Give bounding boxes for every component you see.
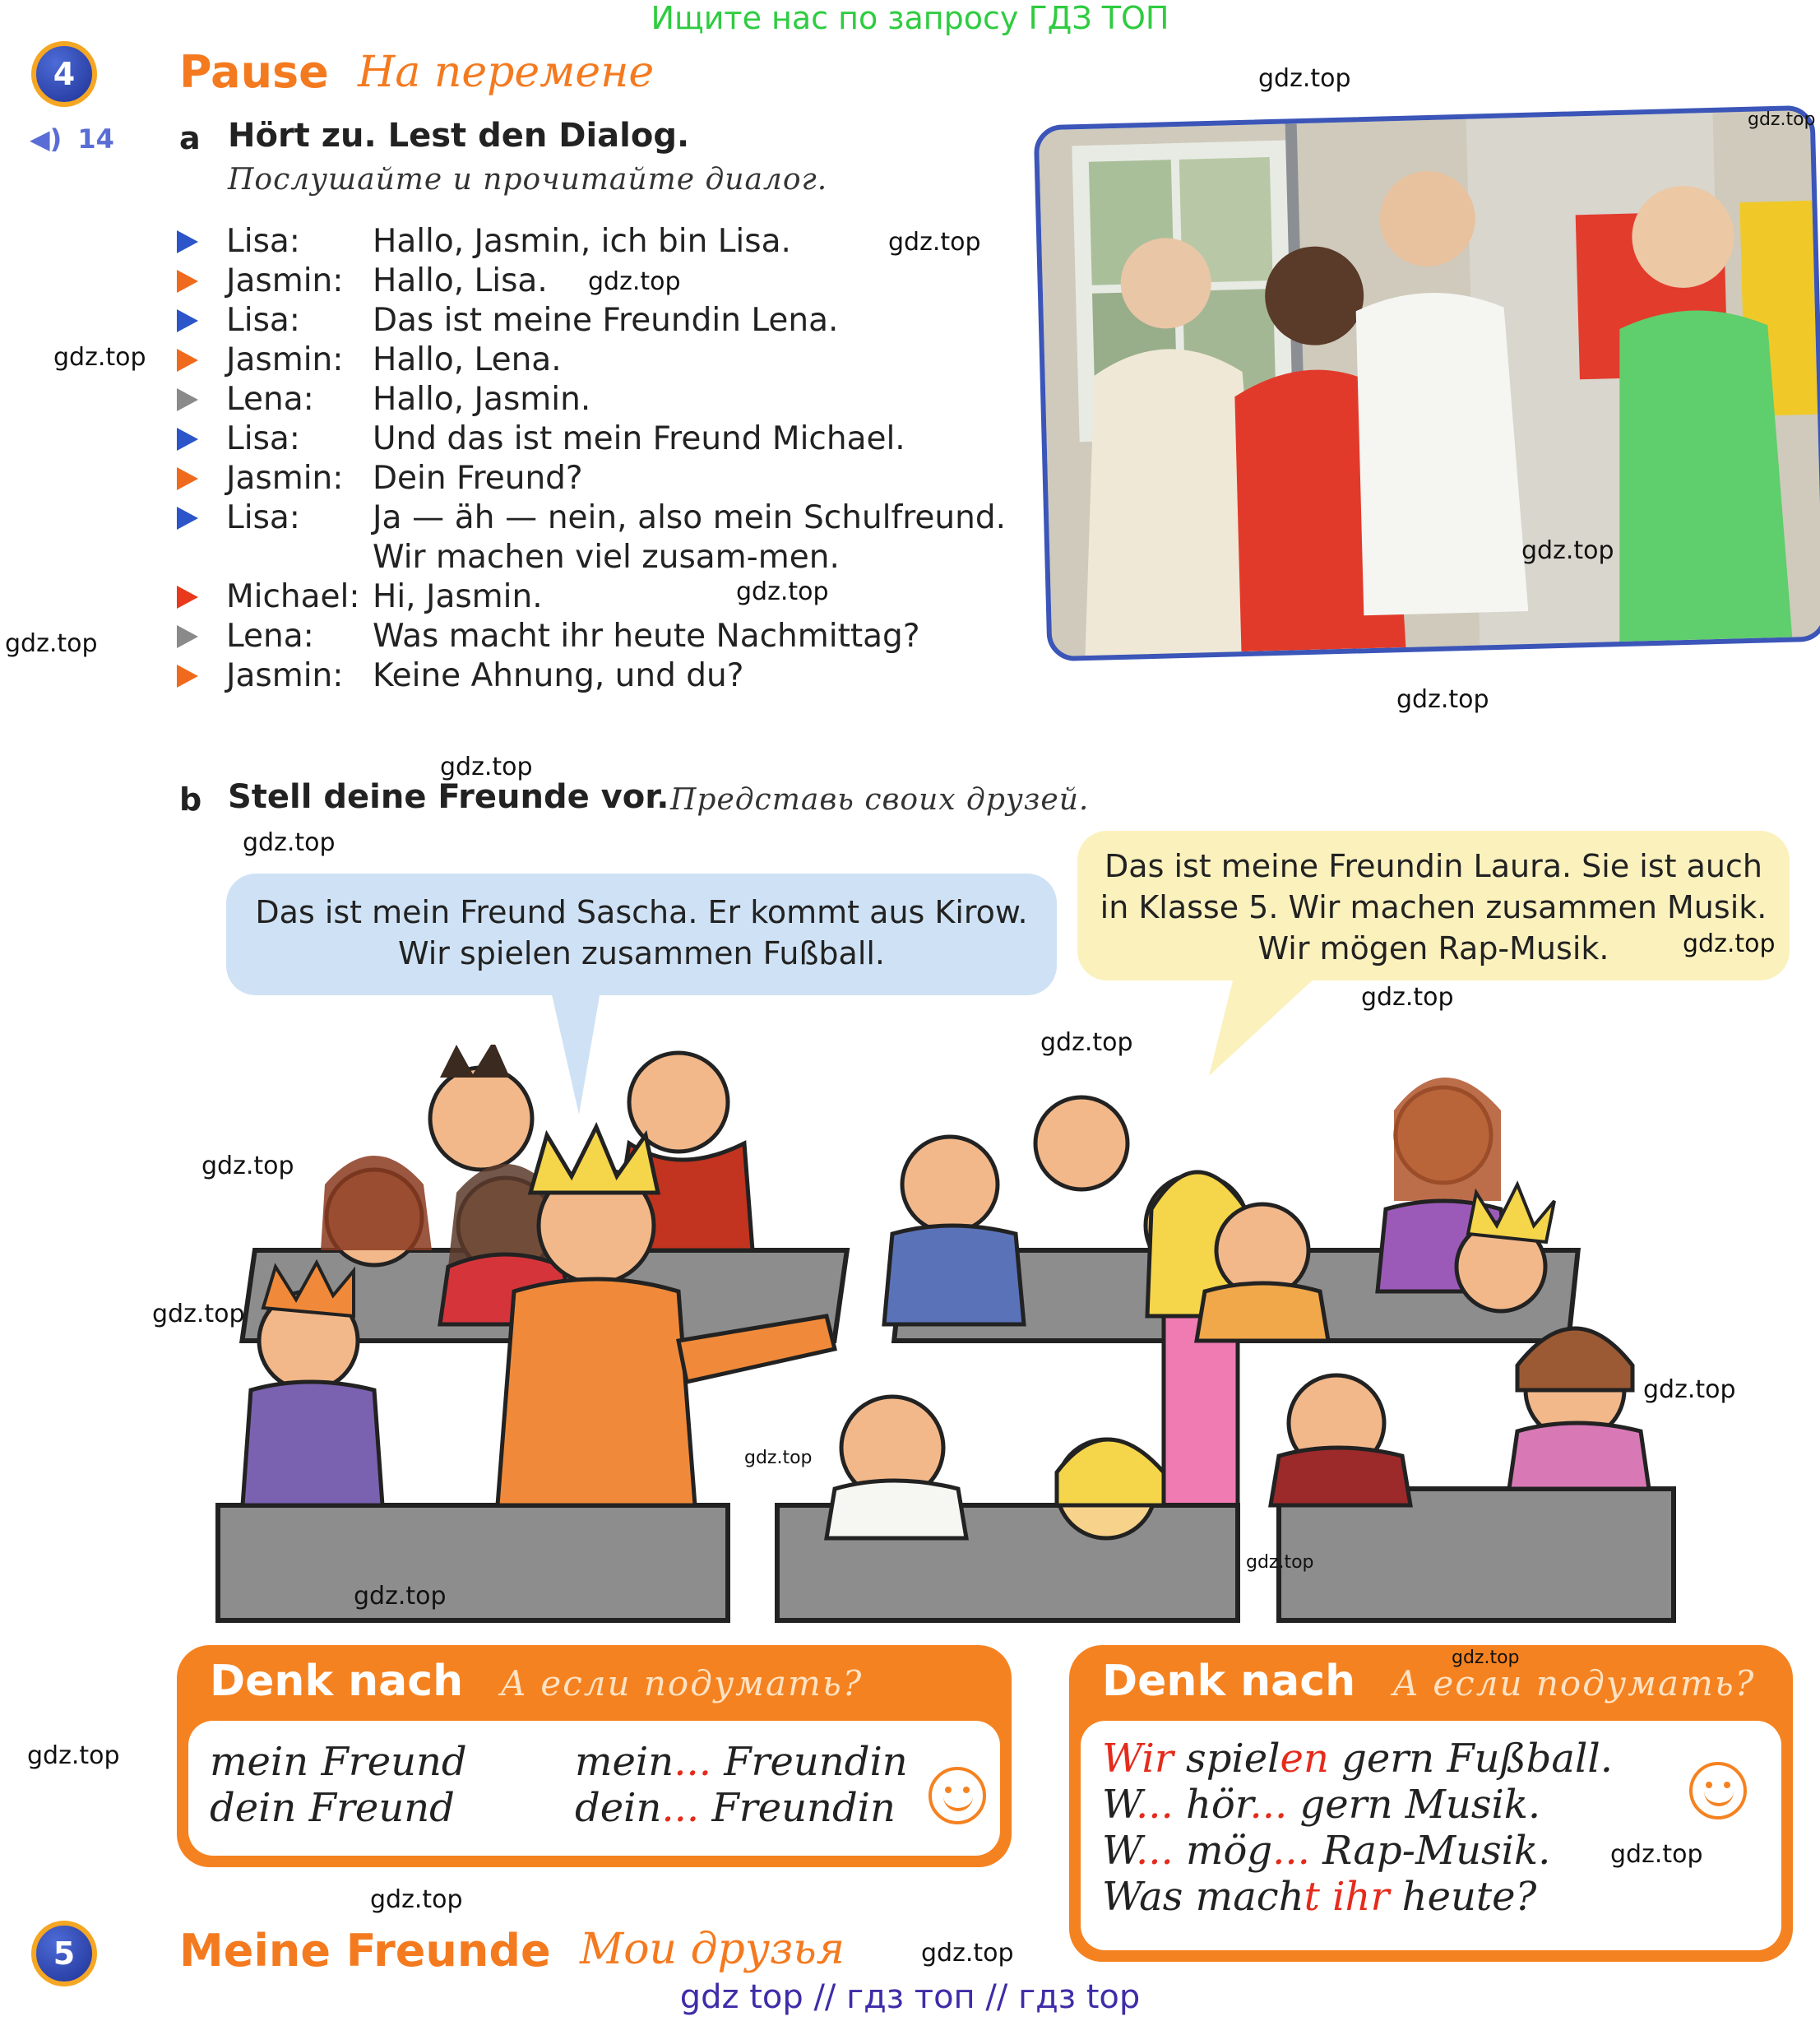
grammar-example: Wir spielen gern Fußball. — [1102, 1736, 1613, 1782]
top-banner: Ищите нас по запросу ГДЗ ТОП — [651, 0, 1169, 36]
watermark: gdz.top — [370, 1885, 463, 1914]
grammar-box-subtitle: А если подумать? — [1392, 1663, 1756, 1703]
photo-illustration — [1039, 110, 1820, 656]
watermark: gdz.top — [888, 228, 981, 257]
speaker-marker-icon — [177, 507, 198, 530]
dialogue-line — [177, 617, 1016, 656]
speaker-name: Lisa: — [226, 420, 300, 457]
watermark: gdz.top — [1748, 109, 1816, 130]
task-b-letter: b — [179, 781, 202, 818]
watermark: gdz.top — [1040, 1028, 1133, 1057]
dialogue-line — [177, 341, 1016, 380]
grammar-box-title: Denk nach — [1102, 1657, 1356, 1706]
watermark: gdz.top — [440, 753, 533, 781]
utterance: Hallo, Lena. — [373, 341, 562, 378]
watermark: gdz.top — [201, 1152, 294, 1180]
watermark: gdz.top — [243, 828, 336, 857]
watermark: gdz.top — [1396, 685, 1489, 714]
speaker-name: Lena: — [226, 381, 314, 418]
bubble-line: Das ist mein Freund Sascha. Er kommt aus Kirow. — [255, 894, 1028, 930]
utterance: Hi, Jasmin. — [373, 578, 543, 615]
speaker-marker-icon — [177, 665, 198, 688]
dialogue-line — [177, 577, 1016, 617]
smiley-icon — [929, 1767, 986, 1824]
utterance: Dein Freund? — [373, 460, 583, 497]
speaker-marker-icon — [177, 270, 198, 293]
dialogue-line — [177, 459, 1016, 498]
speaker-icon: ◀) — [30, 123, 63, 155]
bubble-line: Wir mögen Rap-Musik. — [1257, 930, 1609, 966]
speaker-marker-icon — [177, 349, 198, 372]
bubble-line: Wir spielen zusammen Fußball. — [397, 935, 886, 971]
watermark: gdz.top — [921, 1939, 1014, 1968]
grammar-col-feminine — [575, 1739, 908, 1831]
speaker-marker-icon — [177, 388, 198, 411]
watermark: gdz.top — [1361, 983, 1454, 1012]
students-photo — [1034, 105, 1820, 662]
grammar-example: Was macht ihr heute? — [1102, 1874, 1537, 1920]
watermark: gdz.top — [736, 577, 829, 606]
bubble-line: Das ist meine Freundin Laura. Sie ist auch — [1105, 848, 1762, 884]
audio-indicator — [30, 123, 114, 155]
section-title-ru: Мои друзья — [580, 1925, 845, 1974]
grammar-example: dein Freund — [210, 1785, 455, 1831]
section-title-de: Meine Freunde — [179, 1925, 551, 1977]
grammar-col-masculine — [210, 1739, 467, 1831]
watermark: gdz.top — [744, 1448, 813, 1468]
section-title-ru: На перемене — [358, 48, 655, 97]
section-number-badge: 5 — [31, 1921, 97, 1986]
utterance: Keine Ahnung, und du? — [373, 657, 744, 694]
speaker-marker-icon — [177, 586, 198, 609]
grammar-example: mein Freund — [210, 1739, 467, 1785]
speaker-name: Lisa: — [226, 499, 300, 536]
utterance: Hallo, Lisa. — [373, 262, 548, 299]
speaker-name: Michael: — [226, 578, 360, 615]
watermark: gdz.top — [1452, 1648, 1520, 1668]
utterance: Hallo, Jasmin, ich bin Lisa. — [373, 223, 791, 260]
dialogue-line — [177, 380, 1016, 419]
watermark: gdz.top — [1610, 1840, 1703, 1869]
speaker-marker-icon — [177, 309, 198, 332]
dialogue-line — [177, 419, 1016, 459]
grammar-example: dein... Freundin — [575, 1785, 896, 1831]
watermark: gdz.top — [5, 629, 98, 658]
dialogue-line — [177, 656, 1016, 696]
task-a-instruction-de: Hört zu. Lest den Dialog. — [228, 117, 690, 155]
dialogue-line — [177, 301, 1016, 341]
watermark: gdz.top — [354, 1582, 447, 1611]
speaker-marker-icon — [177, 230, 198, 253]
speaker-name: Jasmin: — [226, 341, 344, 378]
grammar-box-subtitle: А если подумать? — [500, 1663, 864, 1703]
speaker-marker-icon — [177, 428, 198, 451]
watermark: gdz.top — [588, 267, 681, 296]
task-b-instruction-de: Stell deine Freunde vor. — [228, 778, 669, 816]
section-number-badge: 4 — [31, 41, 97, 107]
classroom-illustration — [185, 1045, 1698, 1637]
watermark: gdz.top — [1246, 1552, 1314, 1573]
grammar-box-header — [210, 1657, 863, 1706]
grammar-box-possessives — [177, 1645, 1012, 1867]
watermark: gdz.top — [1643, 1375, 1736, 1404]
watermark: gdz.top — [27, 1741, 120, 1770]
grammar-example: W... mög... Rap-Musik. — [1102, 1828, 1551, 1874]
utterance: Hallo, Jasmin. — [373, 381, 591, 418]
utterance: Das ist meine Freundin Lena. — [373, 302, 839, 339]
grammar-box-header — [1102, 1657, 1755, 1706]
dialogue-line — [177, 498, 1016, 577]
watermark: gdz.top — [1258, 64, 1351, 93]
task-a-letter: a — [179, 120, 201, 156]
speaker-name: Jasmin: — [226, 460, 344, 497]
grammar-box-verbs — [1069, 1645, 1793, 1962]
section-title-de: Pause — [179, 46, 329, 98]
speaker-marker-icon — [177, 467, 198, 490]
verb-examples — [1102, 1736, 1613, 1920]
smiley-icon — [1689, 1762, 1747, 1819]
speaker-name: Jasmin: — [226, 262, 344, 299]
grammar-box-body — [1081, 1721, 1781, 1950]
utterance: Und das ist mein Freund Michael. — [373, 420, 905, 457]
watermark: gdz.top — [1683, 929, 1776, 958]
utterance: Was macht ihr heute Nachmittag? — [373, 618, 920, 655]
grammar-example: mein... Freundin — [575, 1739, 908, 1785]
bottom-banner: gdz top // гдз топ // гдз top — [679, 1978, 1141, 2016]
watermark: gdz.top — [152, 1300, 245, 1328]
grammar-example: W... hör... gern Musik. — [1102, 1782, 1541, 1828]
task-b-instruction-ru: Представь своих друзей. — [670, 783, 1090, 817]
speech-bubble-sascha — [226, 874, 1057, 995]
audio-track-number: 14 — [77, 123, 114, 155]
utterance: Ja — äh — nein, also mein Schulfreund. Wir machen viel zusam-men. — [373, 499, 1006, 576]
speaker-name: Lisa: — [226, 223, 300, 260]
speaker-name: Lisa: — [226, 302, 300, 339]
speaker-marker-icon — [177, 625, 198, 648]
bubble-line: in Klasse 5. Wir machen zusammen Musik. — [1100, 889, 1767, 925]
grammar-box-body — [188, 1721, 1000, 1856]
speaker-name: Lena: — [226, 618, 314, 655]
watermark: gdz.top — [53, 343, 146, 372]
speaker-name: Jasmin: — [226, 657, 344, 694]
grammar-box-title: Denk nach — [210, 1657, 464, 1706]
watermark: gdz.top — [1521, 536, 1614, 565]
task-a-instruction-ru: Послушайте и прочитайте диалог. — [228, 163, 828, 197]
